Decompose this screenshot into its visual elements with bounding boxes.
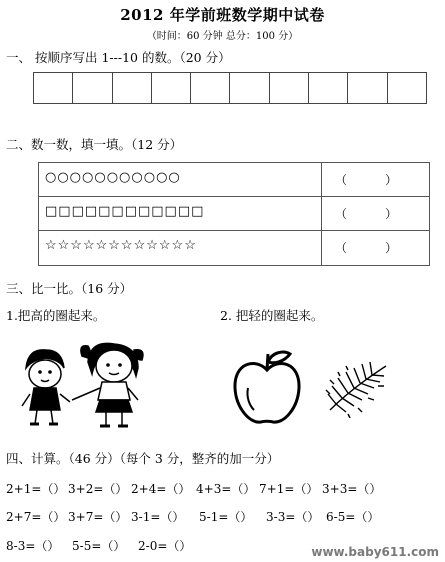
answer-box[interactable] — [113, 73, 152, 103]
calc-problem[interactable]: 3+2=（） — [68, 482, 128, 496]
answer-blank[interactable]: （ ） — [335, 207, 398, 221]
answer-box[interactable] — [152, 73, 191, 103]
counting-row-circles — [39, 163, 429, 197]
counting-row-stars — [39, 231, 429, 265]
answer-box[interactable] — [309, 73, 348, 103]
calc-problem[interactable]: 5-5=（） — [72, 539, 126, 553]
answer-box[interactable] — [348, 73, 387, 103]
answer-box[interactable] — [73, 73, 112, 103]
calc-problem[interactable]: 5-1=（） — [199, 510, 253, 524]
two-children-illustration[interactable] — [20, 342, 165, 430]
number-writing-grid — [33, 72, 427, 104]
counting-table — [38, 162, 430, 266]
calc-problem[interactable]: 7+1=（） — [259, 482, 319, 496]
star-symbols: ☆☆☆☆☆☆☆☆☆☆☆☆ — [45, 238, 197, 253]
calc-problem[interactable]: 2+4=（） — [131, 482, 191, 496]
calc-problem[interactable]: 4+3=（） — [196, 482, 256, 496]
answer-box[interactable] — [270, 73, 309, 103]
square-symbols: □□□□□□□□□□□□ — [45, 204, 205, 219]
answer-box[interactable] — [191, 73, 230, 103]
calc-problem[interactable]: 3+3=（） — [322, 482, 382, 496]
section3-heading: 三、比一比。（16 分） — [6, 281, 133, 296]
answer-blank[interactable]: （ ） — [335, 173, 398, 187]
column-divider — [321, 163, 322, 196]
section2-heading: 二、数一数，填一填。（12 分） — [6, 137, 183, 152]
calc-problem[interactable]: 2+1=（） — [6, 482, 66, 496]
answer-box[interactable] — [34, 73, 73, 103]
calc-problem[interactable]: 2-0=（） — [138, 539, 192, 553]
page-title: 2012 年学前班数学期中试卷 — [120, 6, 325, 24]
question-lighter: 2. 把轻的圈起来。 — [220, 308, 324, 323]
exam-info: （时间：60 分钟 总分：100 分） — [146, 31, 299, 42]
feather-illustration[interactable] — [322, 360, 394, 418]
calc-problem[interactable]: 3-1=（） — [131, 510, 185, 524]
section4-heading: 四、计算。（46 分）（每个 3 分，整齐的加一分） — [6, 451, 280, 466]
answer-blank[interactable]: （ ） — [335, 241, 398, 255]
question-taller: 1.把高的圈起来。 — [6, 308, 106, 323]
calc-problem[interactable]: 2+7=（） — [6, 510, 66, 524]
calc-problem[interactable]: 3-3=（） — [266, 510, 320, 524]
circle-symbols: ○○○○○○○○○○○ — [45, 170, 181, 185]
answer-box[interactable] — [230, 73, 269, 103]
calc-problem[interactable]: 6-5=（） — [326, 510, 380, 524]
counting-row-squares — [39, 197, 429, 231]
apple-illustration[interactable] — [228, 348, 306, 428]
section1-heading: 一、 按顺序写出 1---10 的数。（20 分） — [6, 50, 231, 65]
calc-problem[interactable]: 8-3=（） — [6, 539, 60, 553]
calc-problem[interactable]: 3+7=（） — [68, 510, 128, 524]
column-divider — [321, 197, 322, 230]
watermark: www.baby611.com — [311, 545, 439, 559]
column-divider — [321, 231, 322, 265]
answer-box[interactable] — [388, 73, 426, 103]
